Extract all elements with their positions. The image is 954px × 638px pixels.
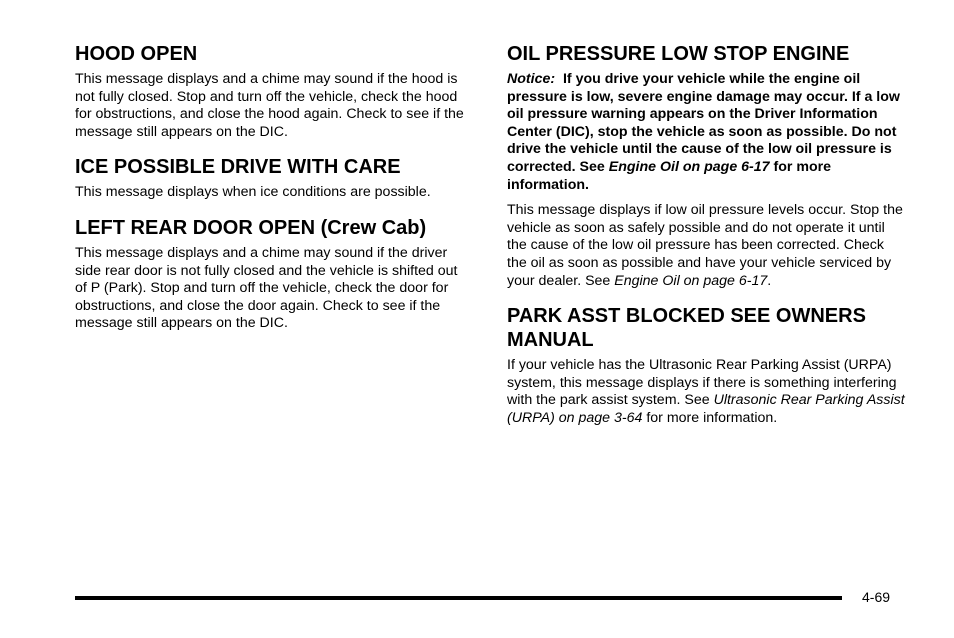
left-column	[75, 42, 470, 333]
notice-label: Notice:	[507, 71, 556, 87]
heading-oil-pressure: OIL PRESSURE LOW STOP ENGINE	[507, 43, 850, 65]
body-park-asst	[507, 357, 907, 427]
right-column	[507, 42, 907, 428]
body-ice-possible: This message displays when ice conditions are possible.	[75, 184, 431, 201]
heading-left-rear-door: LEFT REAR DOOR OPEN (Crew Cab)	[75, 216, 427, 239]
section-hood-open	[75, 42, 470, 141]
section-park-asst	[507, 304, 907, 427]
body-hood-open: This message displays and a chime may sound if the hood is not fully closed. Stop and turn off the vehicle, check the hood for obstructions, and close the hood again. Check to see if the message still appears on the DIC.	[75, 71, 464, 140]
notice-oil-pressure	[507, 71, 907, 194]
body-park-tail: for more information.	[642, 409, 778, 426]
notice-text: If you drive your vehicle while the engine oil pressure is low, severe engine damage may occur. If a low oil pressure warning appears on the Driver Information Center (DIC), stop the vehicle as soon as possible. Do not drive the vehicle until the cause of the low oil pressure is corrected. See	[507, 71, 900, 175]
heading-hood-open: HOOD OPEN	[75, 43, 198, 65]
page-number: 4-69	[862, 589, 891, 605]
body-left-rear-door: This message displays and a chime may sound if the driver side rear door is not fully closed and the vehicle is shifted out of P (Park). Stop and turn off the vehicle, check the door for obstructions, and close the door again. Check to see if the message still appears on the DIC.	[75, 244, 458, 332]
body-oil-reference: Engine Oil on page 6-17	[614, 272, 768, 289]
body-oil-pressure	[507, 202, 907, 290]
notice-tail: for more information.	[507, 158, 832, 193]
body-oil-tail: .	[767, 272, 772, 289]
body-oil-text: This message displays if low oil pressure levels occur. Stop the vehicle as soon as safely possible and do not operate it until the cause of the low oil pressure has been corrected. Check the oil as soon as possible and have your vehicle serviced by your dealer. See	[507, 202, 903, 289]
section-left-rear-door	[75, 216, 470, 333]
section-ice-possible	[75, 155, 470, 202]
body-park-text: If your vehicle has the Ultrasonic Rear Parking Assist (URPA) system, this message displays if there is something interfering with the park assist system. See	[507, 357, 897, 409]
heading-ice-possible: ICE POSSIBLE DRIVE WITH CARE	[75, 156, 401, 179]
section-oil-pressure	[507, 42, 907, 290]
heading-park-asst: PARK ASST BLOCKED SEE OWNERS MANUAL	[507, 305, 866, 352]
body-park-reference: Ultrasonic Rear Parking Assist (URPA) on page 3-64	[507, 392, 905, 426]
footer-rule	[75, 596, 842, 600]
notice-reference: Engine Oil on page 6-17	[608, 158, 770, 175]
